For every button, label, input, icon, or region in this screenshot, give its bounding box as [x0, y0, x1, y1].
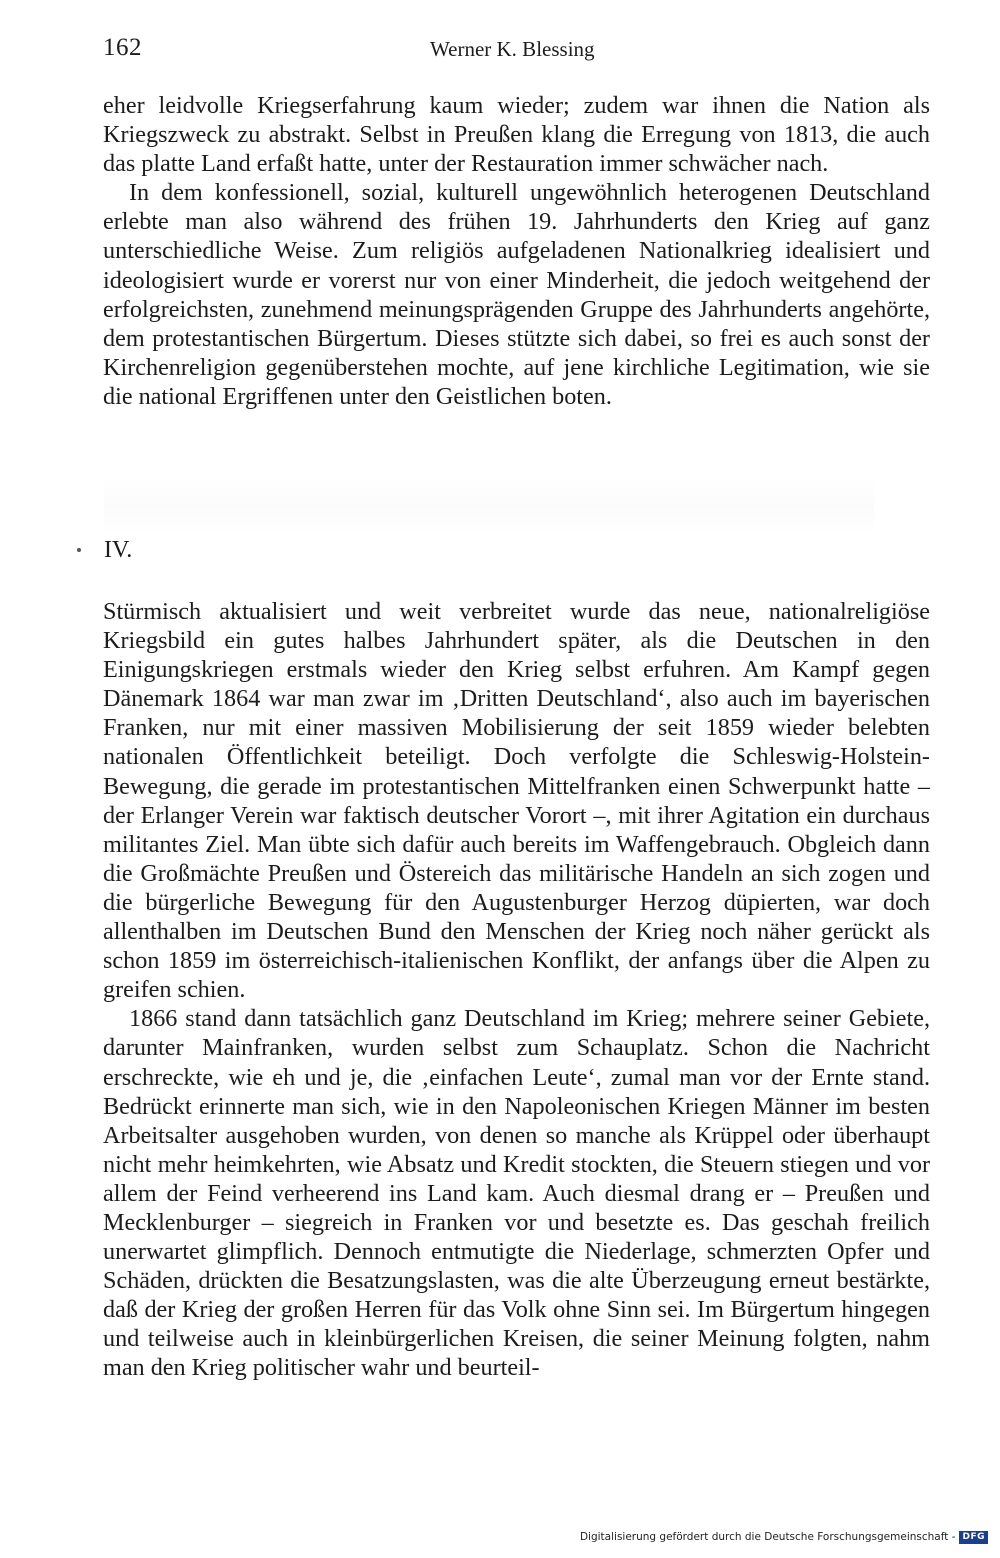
paragraph: Stürmisch aktualisiert und weit verbreitet wurde das neue, nationalreligiöse Kriegsbild ein gutes halbes Jahrhundert später, als die Deutschen in den Einigungskriegen erstmals wieder den Krieg selbst erfuhren. Am Kampf gegen Dänemark 1864 war man zwar im ‚Dritten Deutschland‘, also auch im bayerischen Franken, nur mit einer massiven Mobilisierung der seit 1859 wieder belebten nationalen Öffentlichkeit beteiligt. Doch verfolgte die Schleswig-Holstein-Bewegung, die gerade im protestantischen Mittelfranken einen Schwerpunkt hatte – der Erlanger Verein war faktisch deutscher Vorort –, mit ihrer Agitation ein durchaus militantes Ziel. Man übte sich dafür auch bereits im Waffengebrauch. Obgleich dann die Großmächte Preußen und Östereich das militärische Handeln an sich zogen und die bürgerliche Bewegung für den Augustenburger Herzog düpierten, war doch allenthalben im Deutschen Bund den Menschen der Krieg noch näher gerückt als schon 1859 im österreichisch-italienischen Konflikt, der anfangs über die Alpen zu greifen schien. [103, 598, 930, 1004]
dfg-logo: DFG [959, 1531, 988, 1544]
text-block-before-section [103, 91, 930, 411]
page-header [103, 34, 933, 68]
page-number: 162 [103, 34, 142, 61]
scan-shadow [104, 477, 874, 537]
paragraph: 1866 stand dann tatsächlich ganz Deutschland im Krieg; mehrere seiner Gebiete, darunter Mainfranken, wurden selbst zum Schauplatz. Schon die Nachricht erschreckte, wie eh und je, die ‚einfachen Leute‘, zumal man vor der Ernte stand. Bedrückt erinnerte man sich, wie in den Napoleonischen Kriegen Männer im besten Arbeitsalter ausgehoben wurden, von denen so manche als Krüppel oder überhaupt nicht mehr heimkehrten, wie Absatz und Kredit stockten, die Steuern stiegen und vor allem der Feind verheerend ins Land kam. Auch diesmal drang er – Preußen und Mecklenburger – siegreich in Franken vor und besetzte es. Das geschah freilich unerwartet glimpflich. Dennoch entmutigte die Niederlage, schmerzten Opfer und Schäden, drückten die Besatzungslasten, was die alte Überzeugung erneut bestärkte, daß der Krieg der großen Herren für das Volk ohne Sinn sei. Im Bürgertum hingegen und teilweise auch in kleinbürgerlichen Kreisen, die seiner Meinung folgten, nahm man den Krieg politischer wahr und beurteil- [103, 1005, 930, 1382]
margin-mark [77, 548, 81, 552]
paragraph-continued: eher leidvolle Kriegserfahrung kaum wieder; zudem war ihnen die Nation als Kriegszweck zu abstrakt. Selbst in Preußen klang die Erregung von 1813, die auch das platte Land erfaßt hatte, unter der Restauration immer schwächer nach. [103, 92, 930, 178]
paragraph: In dem konfessionell, sozial, kulturell ungewöhnlich heterogenen Deutschland erlebte man also während des frühen 19. Jahrhunderts den Krieg auf ganz unterschiedliche Weise. Zum religiös aufgeladenen Nationalkrieg idealisiert und ideologisiert wurde er vorerst nur von einer Minderheit, die jedoch weitgehend der erfolgreichsten, zunehmend meinungsprägenden Gruppe des Jahrhunderts angehörte, dem protestantischen Bürgertum. Dieses stützte sich dabei, so frei es auch sonst der Kirchenreligion gegenüberstehen mochte, auf jene kirchliche Legitimation, wie sie die national Ergriffenen unter den Geistlichen boten. [103, 179, 930, 410]
text-block-section-iv [103, 597, 930, 1383]
funding-note: Digitalisierung gefördert durch die Deutsche Forschungsgemeinschaft - [579, 1531, 956, 1543]
running-head-author: Werner K. Blessing [430, 37, 595, 61]
section-heading: IV. [104, 537, 133, 563]
digitization-footer [580, 1526, 988, 1548]
